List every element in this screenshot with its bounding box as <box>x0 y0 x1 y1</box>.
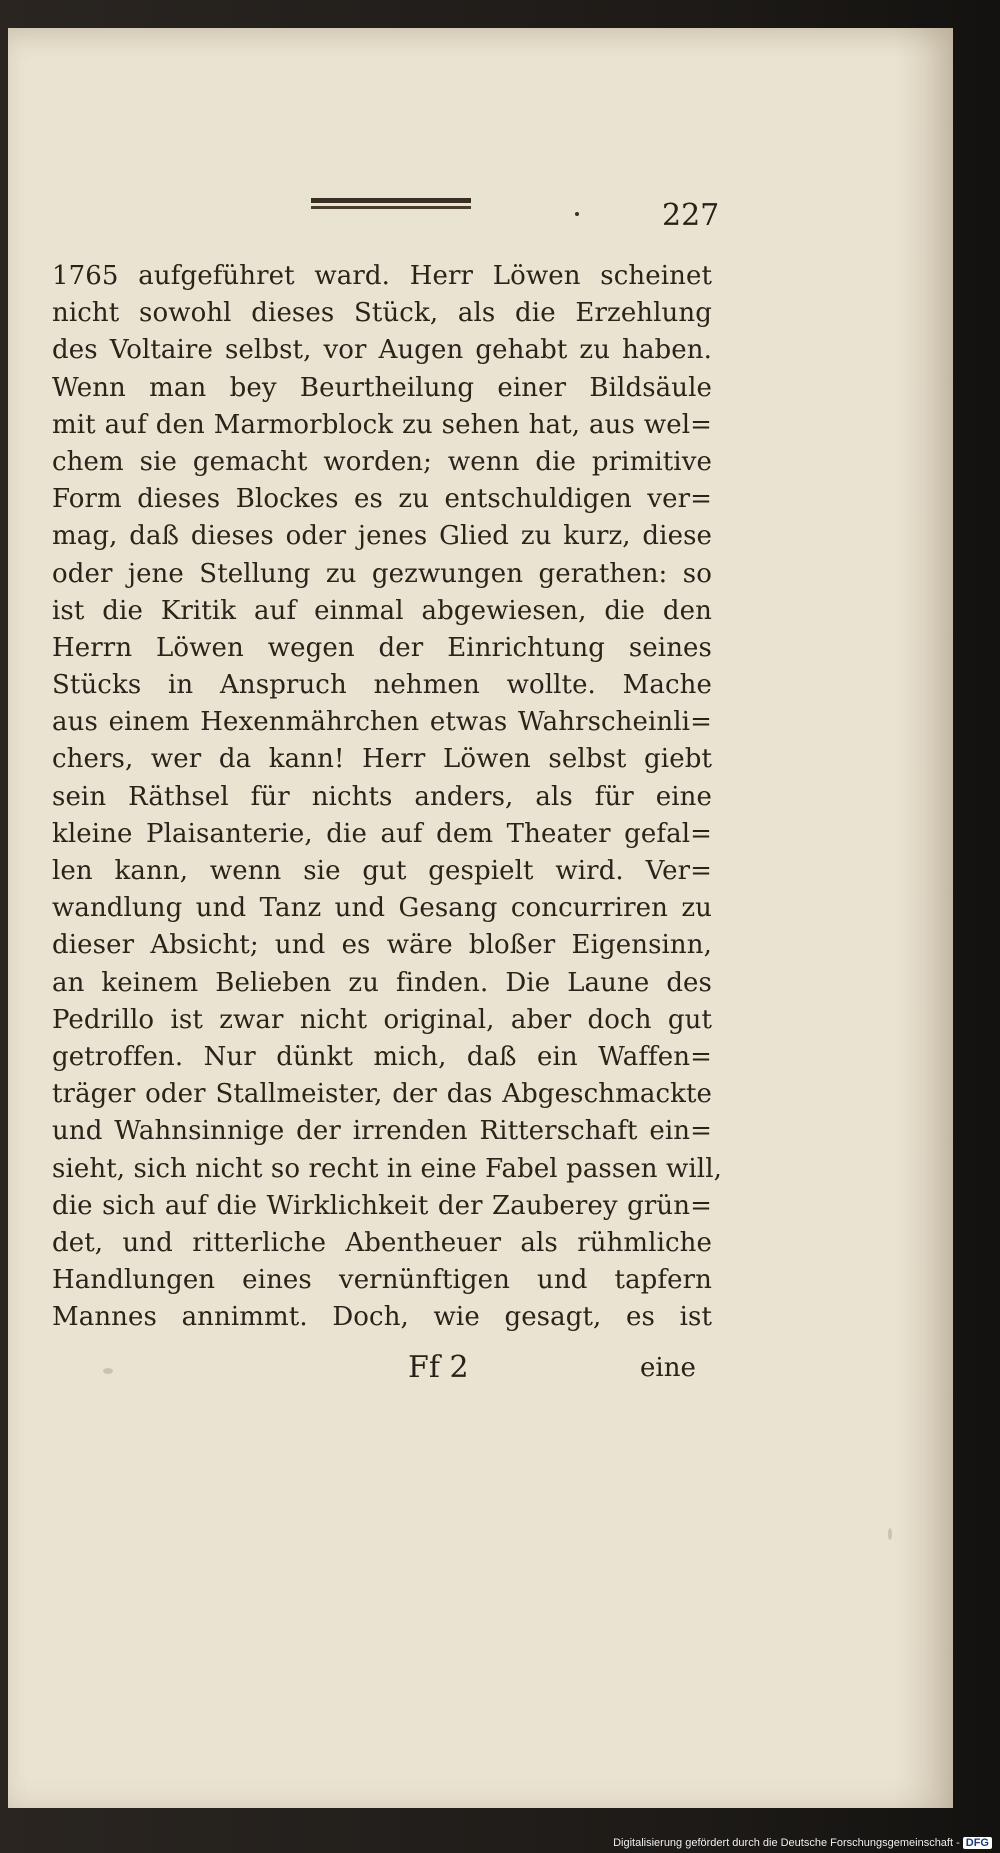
text-line: mag, daß dieses oder jenes Glied zu kurz, diese <box>52 521 712 552</box>
text-line: aus einem Hexenmährchen etwas Wahrscheinli= <box>52 707 712 738</box>
signature-mark: Ff 2 <box>408 1350 469 1385</box>
text-line: kleine Plaisanterie, die auf dem Theater gefal= <box>52 818 712 849</box>
text-line: sein Räthsel für nichts anders, als für eine <box>52 781 712 812</box>
text-line: und Wahnsinnige der irrenden Ritterschaft ein= <box>52 1116 712 1147</box>
body-text <box>52 258 722 1336</box>
text-line: ist die Kritik auf einmal abgewiesen, die den <box>52 595 712 626</box>
text-line: chers, wer da kann! Herr Löwen selbst giebt <box>52 744 712 775</box>
credit-text: Digitalisierung gefördert durch die Deutsche Forschungsgemeinschaft - <box>613 1837 960 1849</box>
text-line: Handlungen eines vernünftigen und tapfern <box>52 1265 712 1296</box>
paper-stain <box>888 1528 892 1540</box>
text-line: sieht, sich nicht so recht in eine Fabel passen will, <box>52 1153 722 1184</box>
text-line: det, und ritterliche Abentheuer als rühmliche <box>52 1227 712 1258</box>
text-line: Form dieses Blockes es zu entschuldigen ver= <box>52 484 712 515</box>
text-line: wandlung und Tanz und Gesang concurriren zu <box>52 893 712 924</box>
catchword: eine <box>640 1353 696 1383</box>
text-line: träger oder Stallmeister, der das Abgeschmackte <box>52 1079 712 1110</box>
text-line: an keinem Belieben zu finden. Die Laune des <box>52 967 712 998</box>
text-line: dieser Absicht; und es wäre bloßer Eigensinn, <box>52 930 712 961</box>
text-line: Stücks in Anspruch nehmen wollte. Mache <box>52 670 712 701</box>
text-line: nicht sowohl dieses Stück, als die Erzehlung <box>52 298 712 329</box>
dfg-logo: DFG <box>963 1837 992 1849</box>
text-line: Wenn man bey Beurtheilung einer Bildsäule <box>52 372 712 403</box>
text-line: getroffen. Nur dünkt mich, daß ein Waffen= <box>52 1041 712 1072</box>
text-line: oder jene Stellung zu gezwungen gerathen: so <box>52 558 712 589</box>
text-line: Herrn Löwen wegen der Einrichtung seines <box>52 632 712 663</box>
text-line: Mannes annimmt. Doch, wie gesagt, es ist <box>52 1302 712 1333</box>
text-line: Pedrillo ist zwar nicht original, aber doch gut <box>52 1004 712 1035</box>
paper-stain <box>103 1368 113 1374</box>
text-line: 1765 aufgeführet ward. Herr Löwen scheinet <box>52 261 712 291</box>
text-line: des Voltaire selbst, vor Augen gehabt zu haben. <box>52 335 712 366</box>
header-dot <box>575 212 579 216</box>
digitization-credit <box>613 1837 992 1849</box>
header-ornament-rule <box>311 198 471 213</box>
text-line: die sich auf die Wirklichkeit der Zauberey grün= <box>52 1190 712 1221</box>
text-line: chem sie gemacht worden; wenn die primitive <box>52 446 712 477</box>
page-number: 227 <box>662 198 720 233</box>
text-line: len kann, wenn sie gut gespielt wird. Ver= <box>52 856 712 886</box>
text-line: mit auf den Marmorblock zu sehen hat, aus wel= <box>52 409 712 440</box>
